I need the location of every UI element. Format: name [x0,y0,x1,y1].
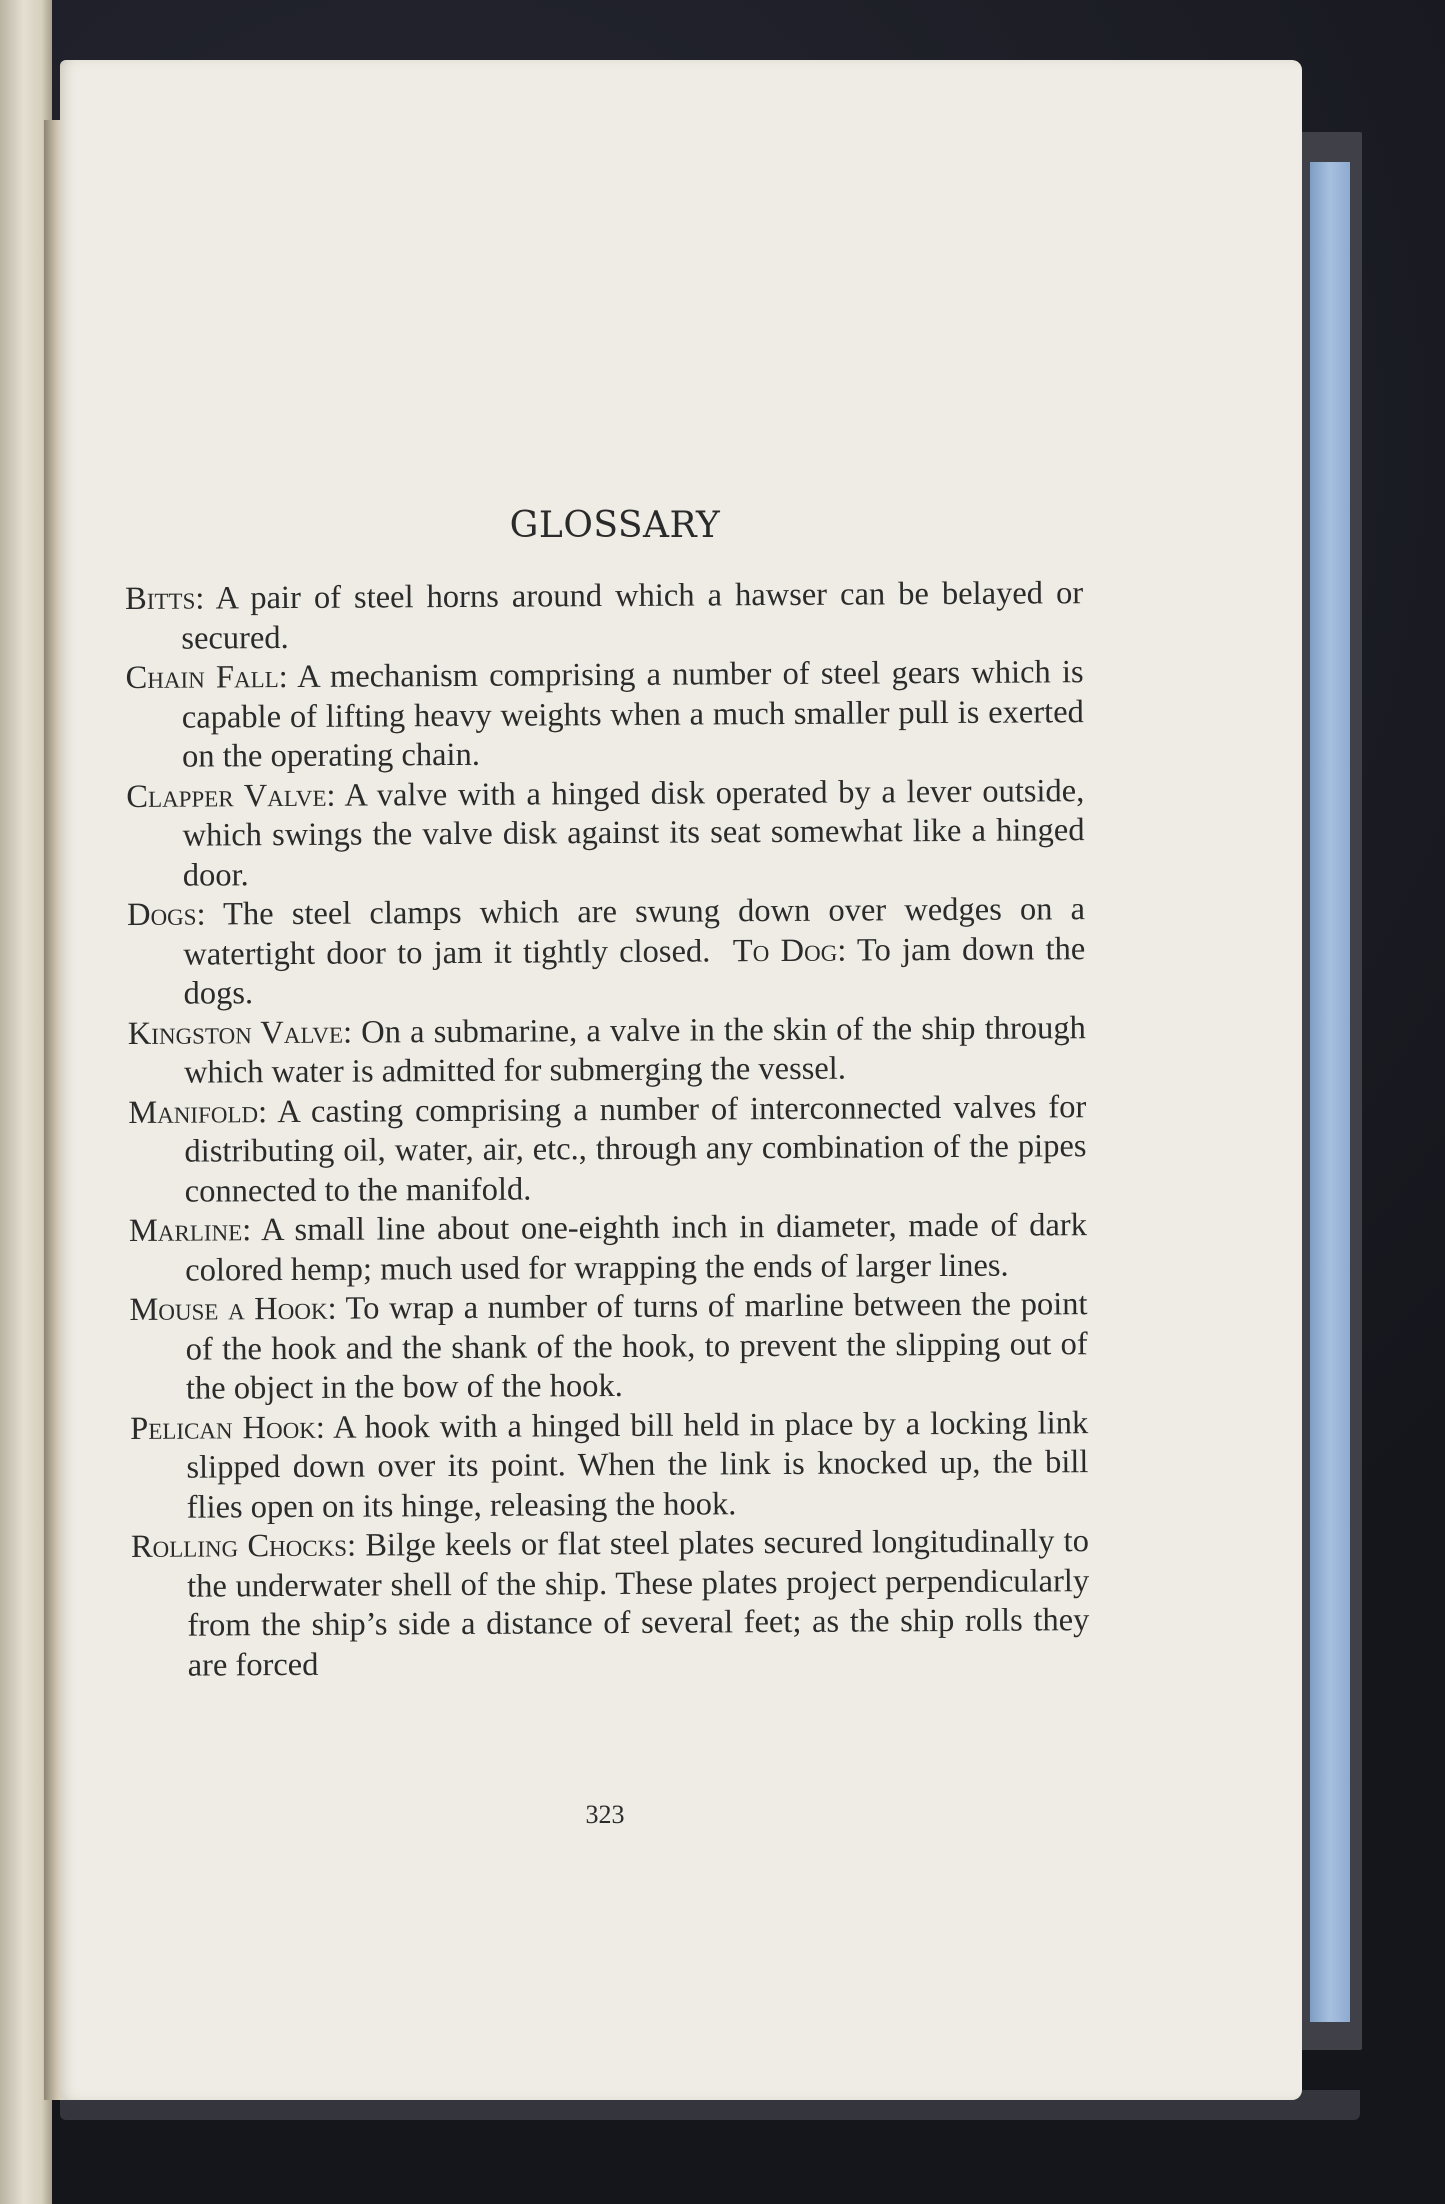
glossary-definition: : On a submarine, a valve in the skin of the ship through which water is admitted for submerging the vessel. [183,1009,1086,1091]
page-title: GLOSSARY [509,505,721,546]
glossary-definition: : To wrap a number of turns of marline between the point of the hook and the shank of the hook, to prevent the slipping out of the object in the bow of the hook. [185,1286,1088,1407]
glossary-term: Clapper Valve [126,777,327,815]
glossary-definition: : A mechanism comprising a number of steel gears which is capable of lifting heavy weights when a much smaller pull is exerted on the operating chain. [181,654,1084,775]
glossary-term: Manifold [128,1093,259,1131]
glossary-definition: : A valve with a hinged disk operated by a lever outside, which swings the valve disk against its seat somewhat like a hinged door. [182,772,1085,894]
glossary-term: Kingston Valve [127,1014,344,1052]
glossary-entry-pelican-hook [130,1404,1089,1528]
glossary-definition: : A casting comprising a number of interconnected valves for distributing oil, water, air, etc., through any combination of the pipes connected to the manifold. [184,1088,1087,1210]
glossary-entry-kingston-valve [128,1009,1086,1094]
glossary-definition: : A pair of steel horns around which a hawser can be belayed or secured. [181,575,1084,657]
glossary-subterm: To Dog [732,932,838,969]
glossary-term: Rolling Chocks [130,1527,348,1565]
glossary-term: Bitts [125,580,196,617]
glossary-entry-manifold [128,1088,1087,1212]
page-number: 323 [585,1800,625,1829]
glossary-entry-chain-fall [125,653,1084,777]
book-endpaper-edge [1310,162,1350,2022]
glossary-entry-marline [129,1206,1087,1291]
glossary-definition: : A small line about one-eighth inch in diameter, made of dark colored hemp; much used for wrapping the ends of larger lines. [185,1207,1088,1289]
glossary-definition: : Bilge keels or flat steel plates secured longitudinally to the underwater shell of the ship. These plates project perpendicularly from the ship’s side a distance of several feet; as the ship rolls they are forced [187,1523,1090,1684]
glossary-entry-rolling-chocks [131,1522,1090,1686]
glossary-entry-clapper-valve [126,772,1085,896]
glossary-definition: : The steel clamps which are swung down over wedges on a watertight door to jam it tightly closed. [183,891,1086,973]
glossary-entry-bitts [125,574,1083,659]
glossary-term: Marline [128,1212,243,1249]
glossary-list [125,574,1090,1686]
glossary-entry-dogs [127,890,1086,1014]
glossary-definition: : A hook with a hinged bill held in place by a locking link slipped down over its point. When the link is knocked up, the bill flies open on its hinge, releasing the hook. [186,1404,1089,1526]
glossary-entry-mouse-a-hook [129,1285,1088,1409]
glossary-term: Chain Fall [125,659,279,696]
glossary-term: Dogs [126,896,197,933]
book-page [60,60,1302,2100]
glossary-term: Pelican Hook [130,1409,316,1447]
glossary-term: Mouse a Hook [129,1290,328,1328]
glossary-subdefinition: : To jam down the dogs. [183,930,1086,1012]
